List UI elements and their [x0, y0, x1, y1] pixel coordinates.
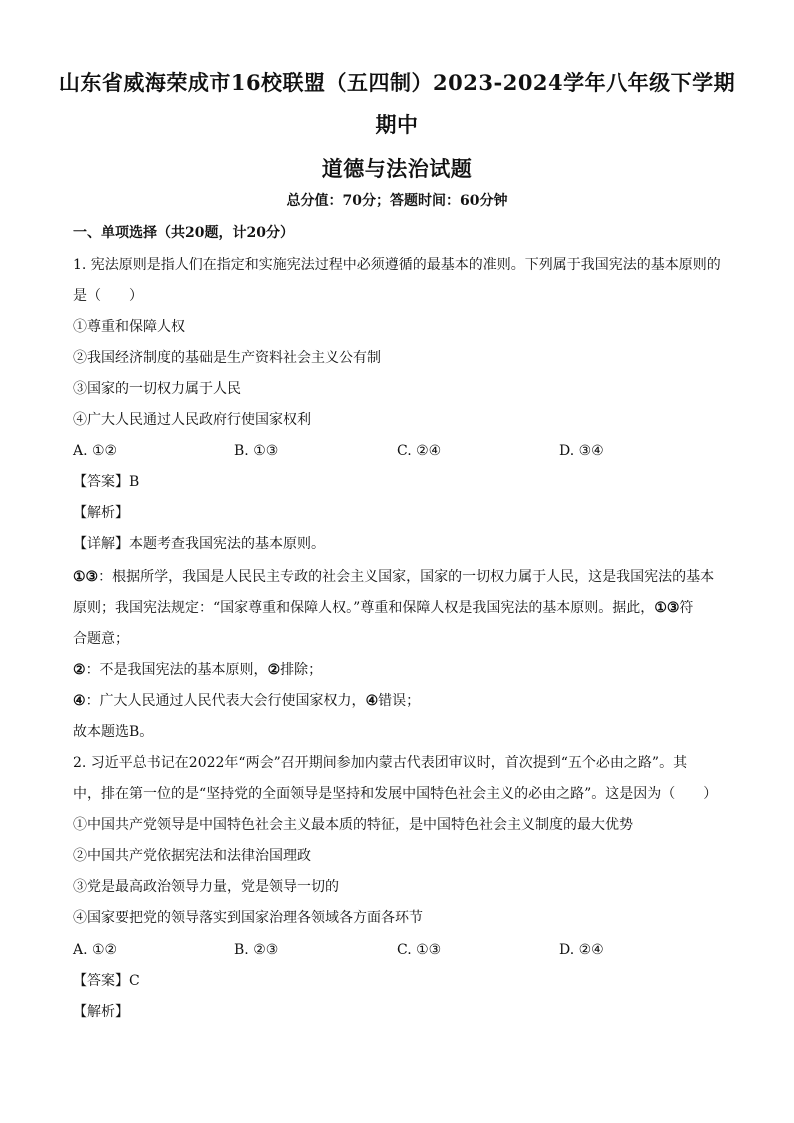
exp-text: 原则；我国宪法规定：“国家尊重和保障人权。”尊重和保障人权是我国宪法的基本原则。据此，	[73, 600, 655, 616]
q2-item: ①中国共产党领导是中国特色社会主义最本质的特征，是中国特色社会主义制度的最大优势	[73, 817, 633, 833]
q1-exp1-line1	[73, 566, 723, 588]
q2-option-d: D. ②④	[559, 942, 604, 958]
q2-options	[73, 939, 723, 961]
q1-detail	[73, 533, 723, 555]
q2-item: ②中国共产党依据宪法和法律治国理政	[73, 848, 311, 864]
exp-text: 排除；	[280, 662, 323, 678]
q1-option-c: C. ②④	[397, 443, 442, 459]
q1-option-b: B. ①③	[234, 443, 279, 459]
exp-marks: ①③	[654, 600, 680, 616]
q1-exp2	[73, 659, 723, 681]
q1-stem-line1: 1. 宪法原则是指人们在指定和实施宪法过程中必须遵循的最基本的准则。下列属于我国宪法的基本原则的	[73, 257, 721, 273]
q1-analysis-label: 【解析】	[73, 505, 129, 521]
q1-option-a: A. ①②	[73, 443, 118, 459]
q2-stem-line1: 2. 习近平总书记在2022年“两会”召开期间参加内蒙古代表团审议时，首次提到“五个必由之路”。其	[73, 755, 688, 771]
section-heading: 一、单项选择（共20题，计20分）	[73, 225, 294, 241]
exp-text: 符	[679, 600, 694, 616]
q1-option-d: D. ③④	[559, 443, 604, 459]
q1-item: ②我国经济制度的基础是生产资料社会主义公有制	[73, 350, 381, 366]
exp-text: ：广大人民通过人民代表大会行使国家权力，	[85, 693, 366, 709]
exp-marks: ②	[73, 662, 86, 678]
exam-title-line2: 期中	[375, 112, 419, 137]
exp-marks: ④	[73, 693, 86, 709]
q1-exp1-line2	[73, 597, 723, 619]
answer-value: C	[129, 973, 140, 989]
answer-label: 【答案】	[73, 973, 129, 989]
exp-marks: ①③	[73, 569, 99, 585]
q1-conclusion: 故本题选B。	[73, 724, 154, 740]
q1-item: ①尊重和保障人权	[73, 319, 185, 335]
exp-text: 错误；	[378, 693, 421, 709]
q1-stem-line2: 是（ ）	[73, 288, 143, 304]
q1-exp3	[73, 690, 723, 712]
q1-answer	[73, 471, 723, 493]
q2-stem-line2: 中，排在第一位的是“坚持党的全面领导是坚持和发展中国特色社会主义的必由之路”。这是因为（ ）	[73, 786, 718, 802]
q2-option-b: B. ②③	[234, 942, 279, 958]
q2-answer	[73, 970, 723, 992]
answer-label: 【答案】	[73, 474, 129, 490]
q1-options	[73, 440, 723, 462]
q2-item: ③党是最高政治领导力量，党是领导一切的	[73, 879, 339, 895]
detail-text: 本题考查我国宪法的基本原则。	[129, 536, 325, 552]
exam-subject: 道德与法治试题	[321, 156, 473, 181]
q1-item: ③国家的一切权力属于人民	[73, 381, 241, 397]
q1-item: ④广大人民通过人民政府行使国家权利	[73, 412, 311, 428]
exp-text: ：根据所学，我国是人民民主专政的社会主义国家，国家的一切权力属于人民，这是我国宪法的基本	[98, 569, 715, 585]
q2-analysis-label: 【解析】	[73, 1004, 129, 1020]
exp-text: ：不是我国宪法的基本原则，	[85, 662, 268, 678]
q1-exp1-line3: 合题意；	[73, 631, 129, 647]
answer-value: B	[129, 474, 140, 490]
exam-title-line1: 山东省威海荣成市16校联盟（五四制）2023-2024学年八年级下学期	[58, 70, 736, 95]
q2-option-c: C. ①③	[397, 942, 442, 958]
exam-meta: 总分值：70分；答题时间：60分钟	[286, 193, 508, 209]
exp-marks: ④	[365, 693, 379, 709]
q2-option-a: A. ①②	[73, 942, 118, 958]
detail-label: 【详解】	[73, 536, 129, 552]
exp-marks: ②	[267, 662, 281, 678]
q2-item: ④国家要把党的领导落实到国家治理各领域各方面各环节	[73, 910, 423, 926]
